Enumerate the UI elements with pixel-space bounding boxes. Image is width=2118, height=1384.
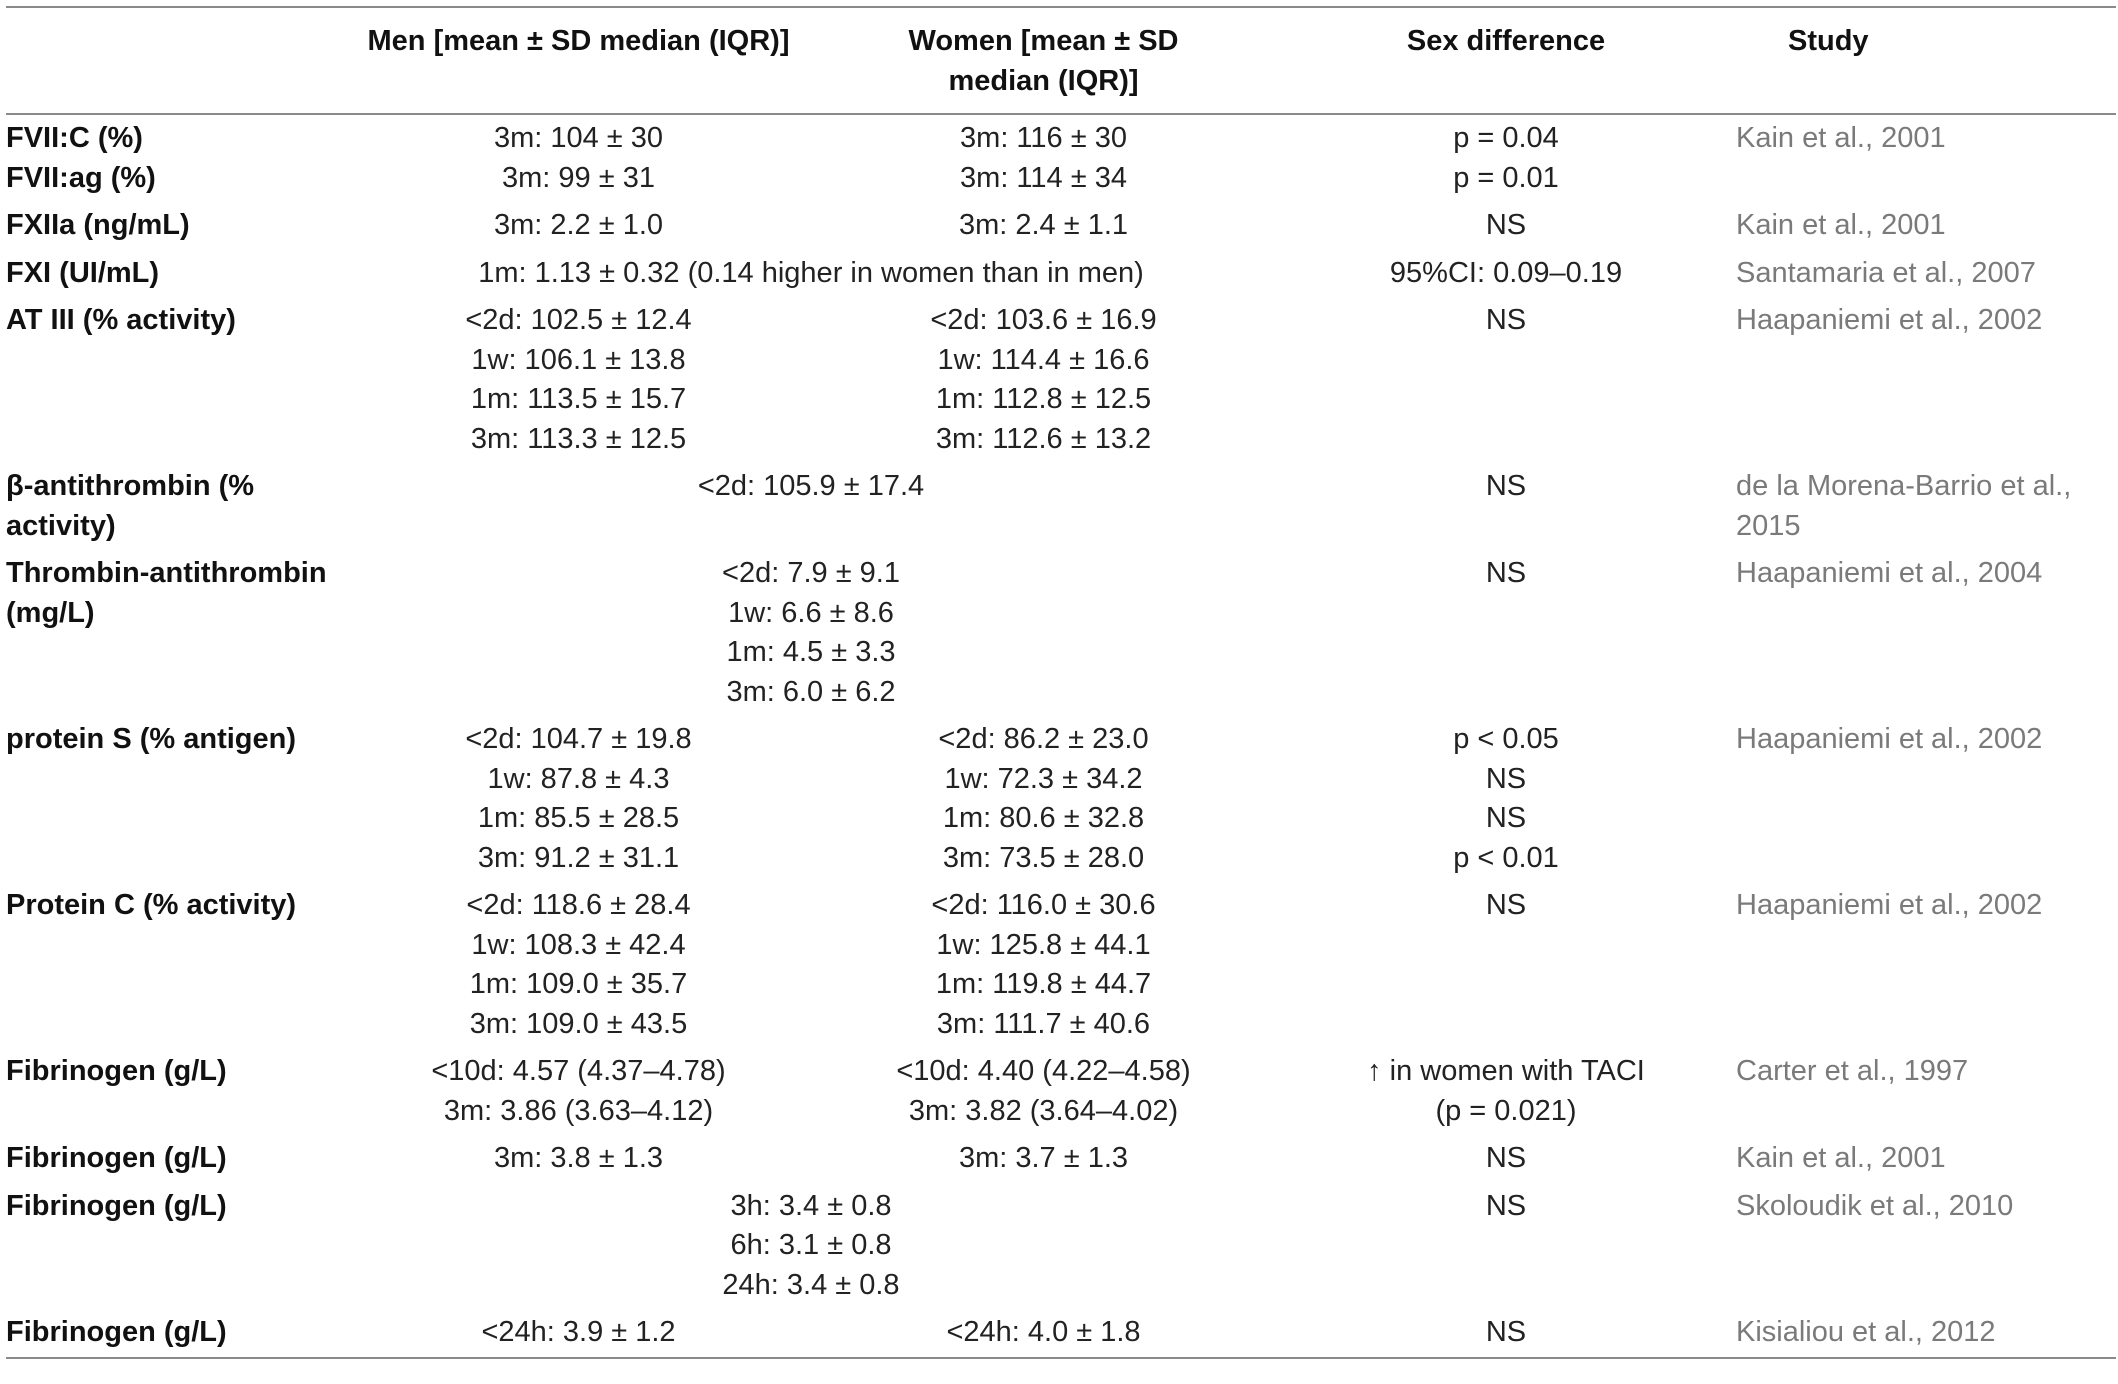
combined-value-cell-line: 6h: 3.1 ± 0.8 [730, 1229, 892, 1261]
men-value-cell-line: 1m: 113.5 ± 15.7 [470, 383, 687, 415]
sex-difference-cell [1276, 463, 1736, 550]
men-value-cell [346, 114, 811, 202]
combined-value-cell-line: 24h: 3.4 ± 0.8 [722, 1268, 900, 1301]
parameter-cell-line: FVII:ag (%) [6, 161, 156, 194]
men-value-cell-line: 3m: 91.2 ± 31.1 [477, 841, 680, 874]
study-cell [1736, 1183, 2116, 1310]
women-value-cell-line: 1m: 112.8 ± 12.5 [935, 383, 1152, 415]
sex-difference-cell [1276, 1183, 1736, 1310]
sex-difference-cell-line: NS [1485, 1142, 1527, 1174]
parameter-cell [6, 716, 346, 882]
table-row [6, 202, 2116, 250]
table-row [6, 1135, 2116, 1183]
women-value-cell-line: 3m: 116 ± 30 [960, 122, 1127, 154]
women-value-cell [811, 1309, 1276, 1358]
sex-difference-cell-line: NS [1485, 802, 1527, 834]
table-row [6, 550, 2116, 716]
men-value-cell-line: <24h: 3.9 ± 1.2 [481, 1316, 676, 1348]
parameter-cell-line: AT III (% activity) [6, 304, 236, 336]
men-value-cell-line: 1w: 87.8 ± 4.3 [487, 762, 670, 795]
men-value-cell-line: 3m: 109.0 ± 43.5 [469, 1007, 688, 1040]
women-value-cell-line: <24h: 4.0 ± 1.8 [946, 1316, 1141, 1348]
header-women-text: Women [mean ± SD median (IQR)] [908, 25, 1179, 97]
study-citation: Haapaniemi et al., 2004 [1736, 557, 2043, 589]
men-value-cell-line: <2d: 104.7 ± 19.8 [465, 723, 692, 755]
men-value-cell-line: 3m: 113.3 ± 12.5 [470, 422, 687, 455]
sex-difference-cell-line: 95%CI: 0.09–0.19 [1389, 256, 1623, 289]
men-value-cell-line: <2d: 102.5 ± 12.4 [465, 304, 692, 336]
study-citation: Kisialiou et al., 2012 [1736, 1316, 1996, 1348]
women-value-cell [811, 1048, 1276, 1135]
combined-value-cell-line: 1m: 1.13 ± 0.32 (0.14 higher in women than in men) [478, 256, 1144, 289]
men-value-cell-line: 3m: 3.86 (3.63–4.12) [443, 1094, 714, 1127]
men-value-cell [346, 1309, 811, 1358]
sex-difference-cell-line: p < 0.01 [1453, 841, 1559, 874]
sex-difference-cell-line: (p = 0.021) [1435, 1094, 1577, 1127]
men-value-cell-line: 3m: 3.8 ± 1.3 [493, 1142, 664, 1174]
combined-value-cell-line: 1w: 6.6 ± 8.6 [728, 596, 894, 629]
header-study: Study [1788, 25, 1869, 57]
table-row [6, 250, 2116, 298]
study-citation: Kain et al., 2001 [1736, 209, 1946, 241]
combined-value-cell-line: <2d: 7.9 ± 9.1 [722, 557, 900, 589]
table-row [6, 297, 2116, 463]
parameter-cell-line: FXI (UI/mL) [6, 256, 160, 289]
parameter-cell-line: Thrombin-antithrombin (mg/L) [6, 557, 327, 629]
women-value-cell-line: 1w: 114.4 ± 16.6 [937, 343, 1150, 376]
sex-difference-cell [1276, 1048, 1736, 1135]
sex-difference-cell-line: NS [1485, 889, 1527, 921]
men-value-cell [346, 1048, 811, 1135]
women-value-cell [811, 297, 1276, 463]
study-citation: de la Morena-Barrio et al., 2015 [1736, 470, 2072, 542]
sex-difference-cell [1276, 882, 1736, 1048]
study-citation: Haapaniemi et al., 2002 [1736, 889, 2043, 921]
sex-difference-cell [1276, 550, 1736, 716]
women-value-cell-line: <2d: 116.0 ± 30.6 [931, 889, 1156, 921]
header-parameter [6, 7, 346, 114]
women-value-cell [811, 1135, 1276, 1183]
sex-difference-cell-line: NS [1485, 1316, 1527, 1348]
study-cell [1736, 1048, 2116, 1135]
sex-difference-cell [1276, 114, 1736, 202]
data-table [6, 6, 2116, 1359]
study-cell [1736, 550, 2116, 716]
sex-difference-cell-line: NS [1485, 470, 1527, 502]
parameter-cell-line: β-antithrombin (% activity) [6, 470, 255, 542]
women-value-cell-line: 3m: 2.4 ± 1.1 [958, 209, 1129, 241]
men-value-cell-line: <10d: 4.57 (4.37–4.78) [431, 1055, 726, 1087]
parameter-cell [6, 297, 346, 463]
men-value-cell-line: 3m: 2.2 ± 1.0 [493, 209, 664, 241]
women-value-cell-line: 3m: 3.82 (3.64–4.02) [908, 1094, 1179, 1127]
study-cell [1736, 202, 2116, 250]
sex-difference-cell-line: NS [1485, 209, 1527, 241]
parameter-cell [6, 1048, 346, 1135]
study-citation: Haapaniemi et al., 2002 [1736, 723, 2043, 755]
study-citation: Skoloudik et al., 2010 [1736, 1189, 2014, 1222]
women-value-cell-line: 3m: 112.6 ± 13.2 [935, 422, 1152, 455]
combined-value-cell-line: 3h: 3.4 ± 0.8 [730, 1189, 892, 1222]
sex-difference-cell [1276, 297, 1736, 463]
study-cell [1736, 297, 2116, 463]
parameter-cell-line: Protein C (% activity) [6, 889, 297, 921]
study-cell [1736, 1309, 2116, 1358]
table-row [6, 1183, 2116, 1310]
table-header [6, 7, 2116, 114]
combined-value-cell-line: <2d: 105.9 ± 17.4 [697, 470, 925, 502]
combined-value-cell [346, 550, 1276, 716]
parameter-cell [6, 550, 346, 716]
parameter-cell-line: Fibrinogen (g/L) [6, 1189, 227, 1222]
parameter-cell [6, 1309, 346, 1358]
men-value-cell [346, 882, 811, 1048]
parameter-cell [6, 250, 346, 298]
men-value-cell [346, 716, 811, 882]
parameter-cell [6, 1135, 346, 1183]
women-value-cell-line: 3m: 114 ± 34 [960, 161, 1127, 194]
parameter-cell [6, 114, 346, 202]
table-row [6, 463, 2116, 550]
combined-value-cell [346, 1183, 1276, 1310]
parameter-cell-line: FXIIa (ng/mL) [6, 209, 190, 241]
women-value-cell [811, 716, 1276, 882]
header-sex-difference: Sex difference [1406, 25, 1606, 57]
study-citation: Haapaniemi et al., 2002 [1736, 304, 2043, 336]
table-body [6, 114, 2116, 1358]
parameter-cell [6, 1183, 346, 1310]
women-value-cell-line: 1w: 72.3 ± 34.2 [944, 762, 1143, 795]
men-value-cell-line: 1w: 108.3 ± 42.4 [471, 928, 686, 961]
sex-difference-cell-line: NS [1485, 304, 1527, 336]
parameter-cell-line: Fibrinogen (g/L) [6, 1316, 227, 1348]
women-value-cell-line: 3m: 111.7 ± 40.6 [936, 1007, 1151, 1040]
women-value-cell-line: 3m: 73.5 ± 28.0 [942, 841, 1145, 874]
men-value-cell-line: 1w: 106.1 ± 13.8 [471, 343, 686, 376]
sex-difference-cell-line: NS [1485, 762, 1527, 795]
men-value-cell-line: 3m: 104 ± 30 [493, 122, 664, 154]
women-value-cell [811, 882, 1276, 1048]
sex-difference-cell [1276, 1309, 1736, 1358]
study-cell [1736, 716, 2116, 882]
sex-difference-cell-line: ↑ in women with TACI [1367, 1055, 1645, 1087]
women-value-cell-line: <2d: 103.6 ± 16.9 [930, 304, 1157, 336]
sex-difference-cell [1276, 250, 1736, 298]
table-row [6, 1048, 2116, 1135]
sex-difference-cell [1276, 1135, 1736, 1183]
men-value-cell [346, 297, 811, 463]
men-value-cell [346, 202, 811, 250]
study-cell [1736, 250, 2116, 298]
combined-value-cell [346, 250, 1276, 298]
combined-value-cell-line: 1m: 4.5 ± 3.3 [726, 636, 896, 668]
combined-value-cell-line: 3m: 6.0 ± 6.2 [726, 675, 896, 708]
study-citation: Carter et al., 1997 [1736, 1055, 1969, 1087]
women-value-cell-line: 1m: 119.8 ± 44.7 [935, 968, 1152, 1000]
sex-difference-cell-line: p < 0.05 [1453, 723, 1559, 755]
parameter-cell-line: FVII:C (%) [6, 122, 143, 154]
study-citation: Kain et al., 2001 [1736, 122, 1946, 154]
sex-difference-cell-line: p = 0.01 [1453, 161, 1559, 194]
sex-difference-cell-line: NS [1485, 1189, 1527, 1222]
men-value-cell-line: 1m: 109.0 ± 35.7 [469, 968, 688, 1000]
table-row [6, 716, 2116, 882]
header-men: Men [mean ± SD median (IQR)] [367, 25, 790, 57]
header-women [811, 7, 1276, 114]
parameter-cell-line: protein S (% antigen) [6, 723, 296, 755]
parameter-cell [6, 882, 346, 1048]
women-value-cell [811, 114, 1276, 202]
women-value-cell-line: 1m: 80.6 ± 32.8 [942, 802, 1145, 834]
study-citation: Kain et al., 2001 [1736, 1142, 1946, 1174]
women-value-cell-line: <2d: 86.2 ± 23.0 [938, 723, 1149, 755]
sex-difference-cell [1276, 202, 1736, 250]
study-cell [1736, 1135, 2116, 1183]
sex-difference-cell-line: p = 0.04 [1453, 122, 1559, 154]
women-value-cell-line: <10d: 4.40 (4.22–4.58) [896, 1055, 1191, 1087]
men-value-cell-line: 1m: 85.5 ± 28.5 [477, 802, 680, 834]
parameter-cell-line: Fibrinogen (g/L) [6, 1055, 227, 1087]
header-row [6, 7, 2116, 114]
men-value-cell-line: 3m: 99 ± 31 [502, 161, 655, 194]
table-row [6, 1309, 2116, 1358]
men-value-cell [346, 1135, 811, 1183]
women-value-cell-line: 1w: 125.8 ± 44.1 [936, 928, 1151, 961]
table-row [6, 882, 2116, 1048]
study-cell [1736, 114, 2116, 202]
women-value-cell [811, 202, 1276, 250]
men-value-cell-line: <2d: 118.6 ± 28.4 [466, 889, 691, 921]
study-cell [1736, 463, 2116, 550]
sex-difference-cell-line: NS [1485, 557, 1527, 589]
parameter-cell [6, 202, 346, 250]
women-value-cell-line: 3m: 3.7 ± 1.3 [958, 1142, 1129, 1174]
combined-value-cell [346, 463, 1276, 550]
study-citation: Santamaria et al., 2007 [1736, 256, 2036, 289]
parameter-cell [6, 463, 346, 550]
study-cell [1736, 882, 2116, 1048]
table-row [6, 114, 2116, 202]
parameter-cell-line: Fibrinogen (g/L) [6, 1142, 227, 1174]
sex-difference-cell [1276, 716, 1736, 882]
